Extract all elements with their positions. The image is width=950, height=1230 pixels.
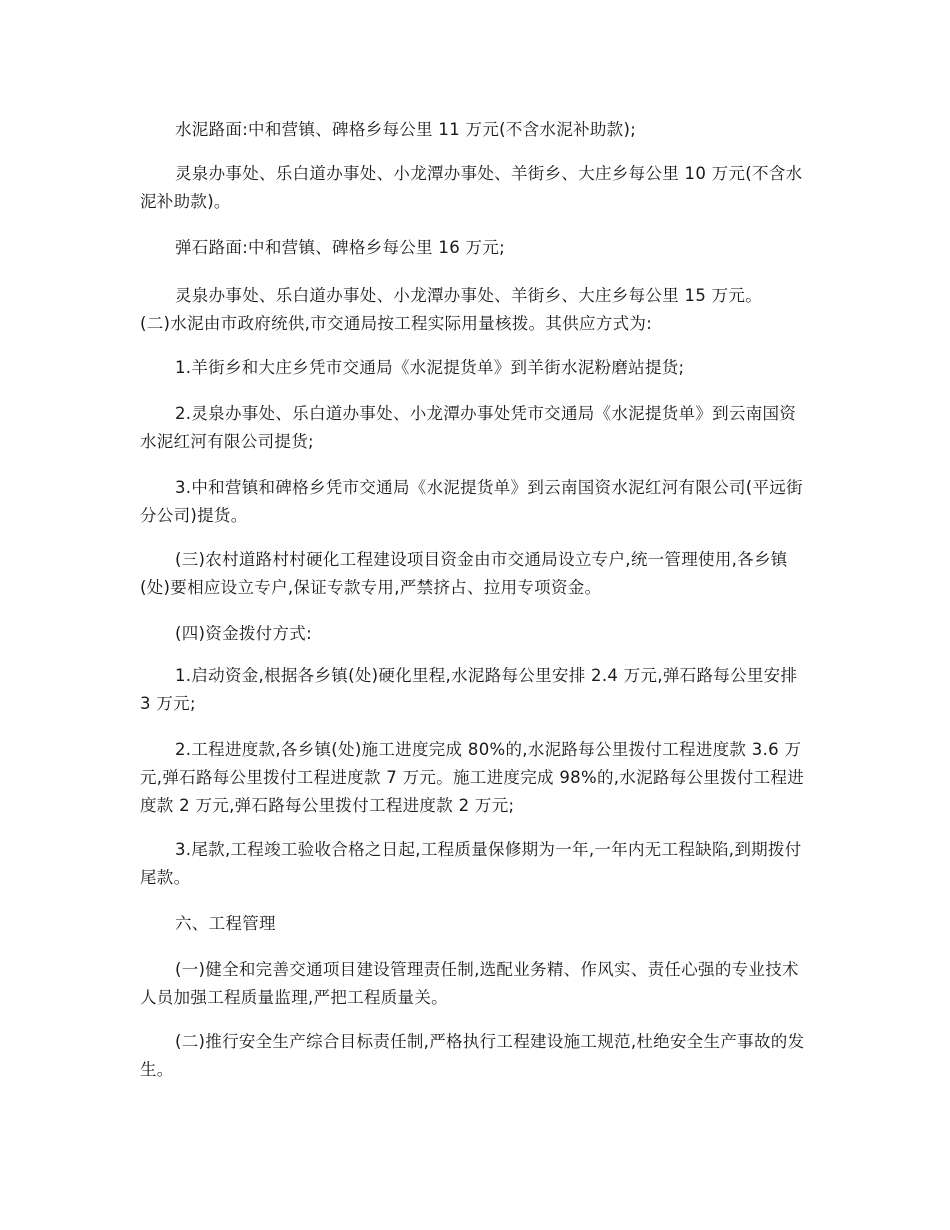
paragraph-payment-item-2: 2.工程进度款,各乡镇(处)施工进度完成 80%的,水泥路每公里拨付工程进度款 3.6 万元,弹石路每公里拨付工程进度款 7 万元。施工进度完成 98%的,水泥路每公里拨付工程进度款 2 万元,弹石路每公里拨付工程进度款 2 万元;	[140, 740, 805, 815]
paragraph-section-3-funds: (三)农村道路村村硬化工程建设项目资金由市交通局设立专户,统一管理使用,各乡镇(处)要相应设立专户,保证专款专用,严禁挤占、拉用专项资金。	[140, 550, 788, 597]
paragraph-section-4-payment: (四)资金拨付方式:	[175, 624, 312, 643]
paragraph-cement-road-lingquan: 灵泉办事处、乐白道办事处、小龙潭办事处、羊街乡、大庄乡每公里 10 万元(不含水泥补助款)。	[140, 164, 803, 211]
paragraph-stone-road-lingquan: 灵泉办事处、乐白道办事处、小龙潭办事处、羊街乡、大庄乡每公里 15 万元。	[175, 286, 763, 305]
paragraph-management-item-1: (一)健全和完善交通项目建设管理责任制,选配业务精、作风实、责任心强的专业技术人员加强工程质量监理,严把工程质量关。	[140, 960, 799, 1007]
paragraph-section-2-cement-supply: (二)水泥由市政府统供,市交通局按工程实际用量核拨。其供应方式为:	[140, 314, 653, 333]
paragraph-supply-item-1: 1.羊街乡和大庄乡凭市交通局《水泥提货单》到羊街水泥粉磨站提货;	[175, 358, 685, 377]
paragraph-payment-item-1: 1.启动资金,根据各乡镇(处)硬化里程,水泥路每公里安排 2.4 万元,弹石路每公里安排 3 万元;	[140, 666, 798, 713]
heading-section-6-engineering-management: 六、工程管理	[175, 914, 276, 933]
paragraph-stone-road-zhonghe: 弹石路面:中和营镇、碑格乡每公里 16 万元;	[175, 238, 506, 257]
paragraph-supply-item-2: 2.灵泉办事处、乐白道办事处、小龙潭办事处凭市交通局《水泥提货单》到云南国资水泥红河有限公司提货;	[140, 404, 797, 451]
paragraph-cement-road-zhonghe: 水泥路面:中和营镇、碑格乡每公里 11 万元(不含水泥补助款);	[175, 120, 637, 139]
paragraph-supply-item-3: 3.中和营镇和碑格乡凭市交通局《水泥提货单》到云南国资水泥红河有限公司(平远街分公司)提货。	[140, 478, 803, 525]
paragraph-payment-item-3: 3.尾款,工程竣工验收合格之日起,工程质量保修期为一年,一年内无工程缺陷,到期拨付尾款。	[140, 840, 802, 887]
paragraph-management-item-2: (二)推行安全生产综合目标责任制,严格执行工程建设施工规范,杜绝安全生产事故的发生。	[140, 1032, 805, 1079]
